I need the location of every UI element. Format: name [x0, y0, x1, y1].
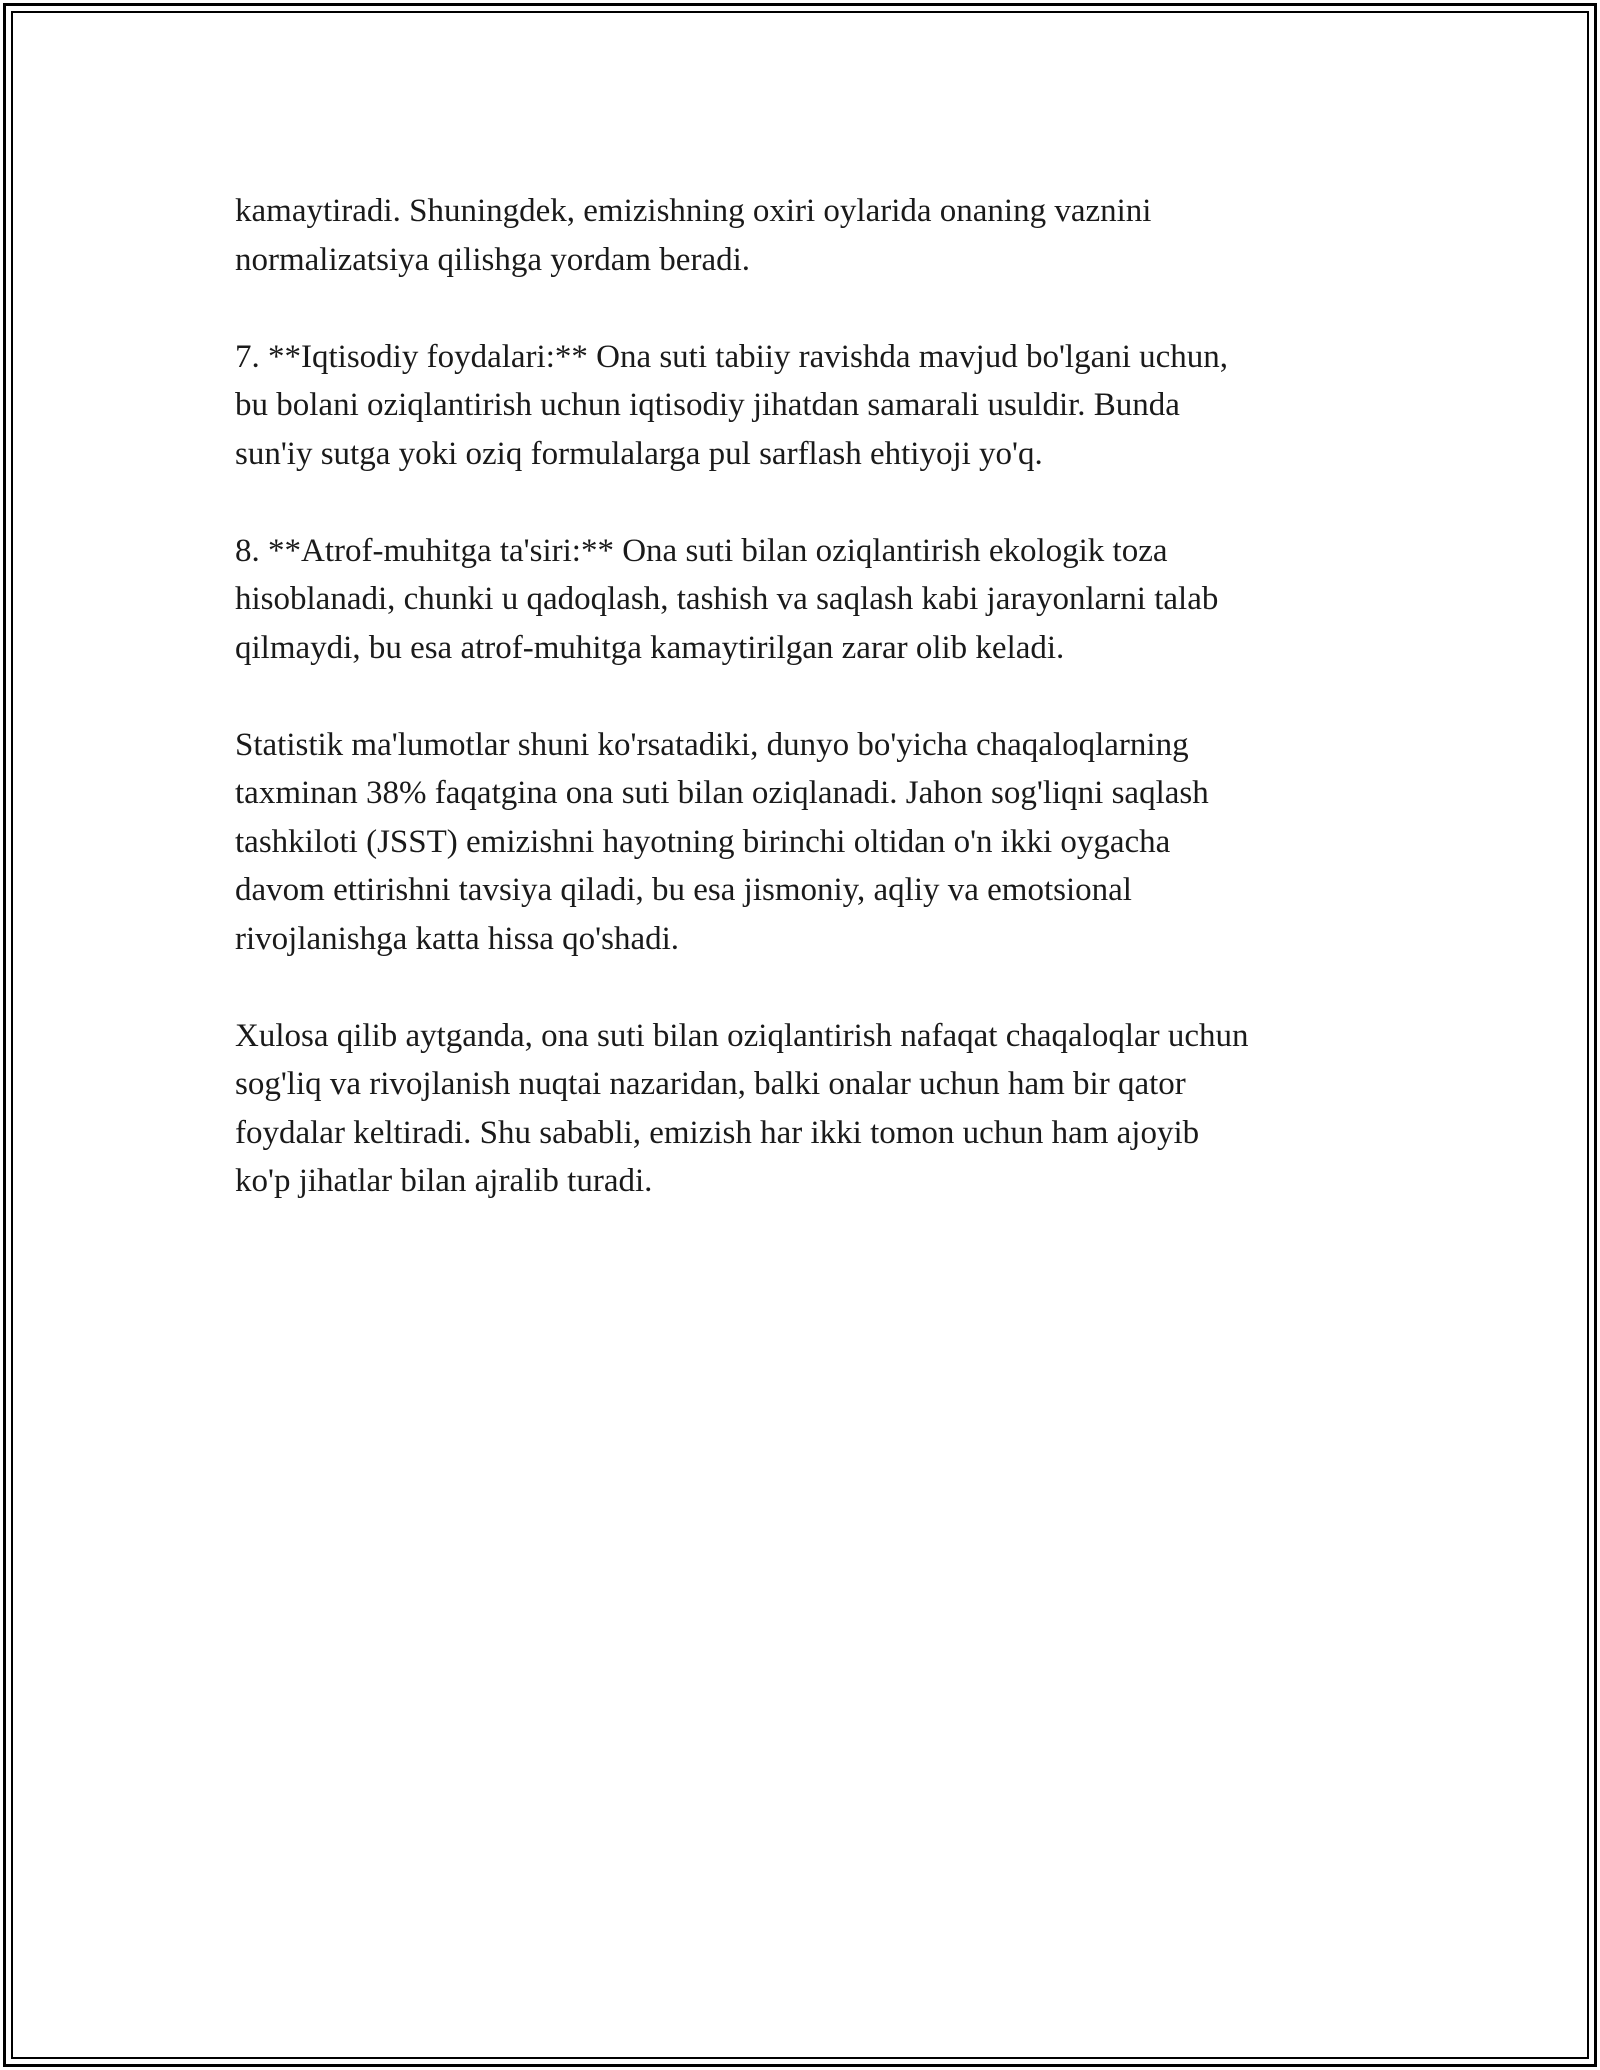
paragraph-conclusion: Xulosa qilib aytganda, ona suti bilan oziqlantirish nafaqat chaqaloqlar uchun sog'liq va rivojlanish nuqtai nazaridan, balki onalar uchun ham bir qator foydalar keltiradi. Shu sababli, emizish har ikki tomon uchun ham ajoyib ko'p jihatlar bilan ajralib turadi. — [235, 1017, 1249, 1199]
paragraph-statistics: Statistik ma'lumotlar shuni ko'rsatadiki, dunyo bo'yicha chaqaloqlarning taxminan 38% faqatgina ona suti bilan oziqlanadi. Jahon sog'liqni saqlash tashkiloti (JSST) emizishni hayotning birinchi oltidan o'n ikki oygacha davom ettirishni tavsiya qiladi, bu esa jismoniy, aqliy va emotsional rivojlanishga katta hissa qo'shadi. — [235, 726, 1209, 957]
document-body — [235, 187, 1375, 1254]
paragraph-economic-benefits: 7. **Iqtisodiy foydalari:** Ona suti tabiiy ravishda mavjud bo'lgani uchun, bu bolani oziqlantirish uchun iqtisodiy jihatdan samarali usuldir. Bunda sun'iy sutga yoki oziq formulalarga pul sarflash ehtiyoji yo'q. — [235, 338, 1229, 472]
paragraph-environmental-impact: 8. **Atrof-muhitga ta'siri:** Ona suti bilan oziqlantirish ekologik toza hisoblanadi, chunki u qadoqlash, tashish va saqlash kabi jarayonlarni talab qilmaydi, bu esa atrof-muhitga kamaytirilgan zarar olib keladi. — [235, 532, 1219, 666]
paragraph-weight-normalization: kamaytiradi. Shuningdek, emizishning oxiri oylarida onaning vaznini normalizatsiya qilishga yordam beradi. — [235, 193, 1152, 278]
